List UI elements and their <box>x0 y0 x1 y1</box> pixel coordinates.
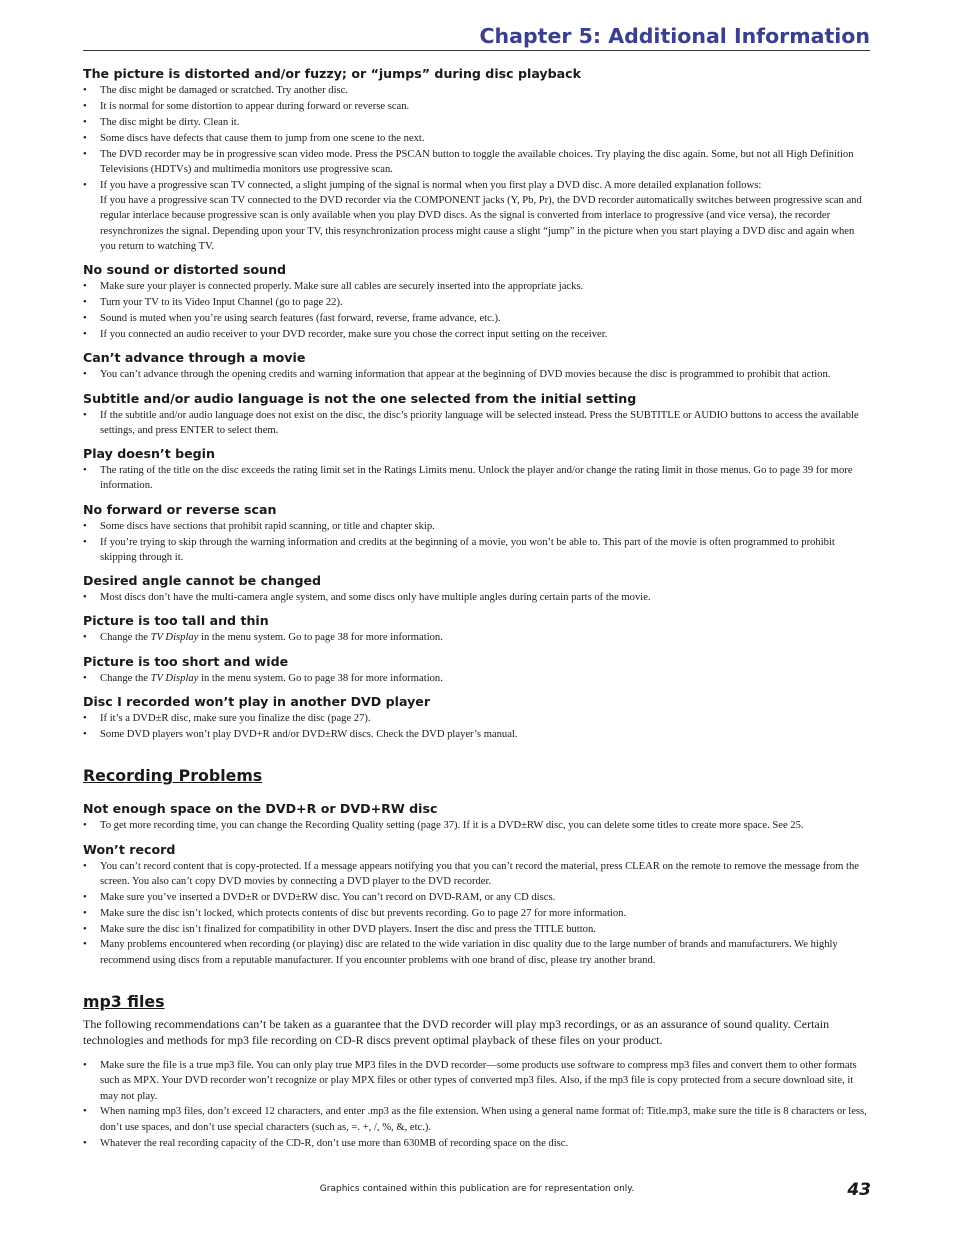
bullet-text-suffix: in the menu system. Go to page 38 for more information. <box>198 632 443 644</box>
section-title-recording: Recording Problems <box>83 766 263 786</box>
bullet-text: Make sure the file is a true mp3 file. You can only play true MP3 files in the DVD recorder—some products use software to compress mp3 files and convert them to other formats such as MPX. Your DVD recorder won’t recognize or play MPX files or other types of converted mp3 files. Also, if the mp3 file is copy protected from a secure download site, it may not play. <box>100 1060 857 1102</box>
bullet-item <box>83 1058 870 1104</box>
bullet-text-suffix: in the menu system. Go to page 38 for more information. <box>198 672 443 684</box>
issue-heading: Picture is too tall and thin <box>83 613 269 629</box>
bullet-text: Make sure your player is connected properly. Make sure all cables are securely inserted into the appropriate jacks. <box>100 281 584 293</box>
bullet-text: Some discs have sections that prohibit rapid scanning, or title and chapter skip. <box>100 520 435 532</box>
bullet-text: It is normal for some distortion to appear during forward or reverse scan. <box>100 100 410 112</box>
bullet-text: The DVD recorder may be in progressive scan video mode. Press the PSCAN button to toggle the available choices. Try playing the disc again. Some, but not all High Definition Televisions (HDTVs) and multimedia monitors use progressive scan. <box>100 148 854 175</box>
page-number: 43 <box>847 1180 871 1200</box>
issue-bullet-list <box>83 818 870 833</box>
bullet-text: Most discs don’t have the multi-camera angle system, and some discs only have multiple angles during certain parts of the movie. <box>100 592 651 604</box>
issue-heading: Disc I recorded won’t play in another DVD player <box>83 694 431 710</box>
issue-bullet-list <box>83 367 870 382</box>
bullet-item <box>83 83 870 98</box>
bullet-item <box>83 367 870 382</box>
footer-note: Graphics contained within this publication are for representation only. <box>319 1184 635 1194</box>
issue-heading: Not enough space on the DVD+R or DVD+RW disc <box>83 801 438 817</box>
mp3-intro: The following recommendations can’t be taken as a guarantee that the DVD recorder will play mp3 recordings, or as an assurance of sound quality. Certain technologies and methods for mp3 file recording on CD-R discs prevent optimal playback of these files on your product. <box>83 1017 830 1047</box>
bullet-text: Make sure you’ve inserted a DVD±R or DVD±RW disc. You can’t record on DVD-RAM, or any CD discs. <box>100 891 556 903</box>
bullet-text: You can’t advance through the opening credits and warning information that appear at the beginning of DVD movies because the disc is programmed to prohibit that action. <box>100 369 831 381</box>
bullet-text: The rating of the title on the disc exceeds the rating limit set in the Ratings Limits menu. Unlock the player and/or change the rating limit in those menus. Go to page 39 for more information. <box>100 465 853 492</box>
bullet-item <box>83 671 870 686</box>
mp3-bullet-list <box>83 1058 870 1151</box>
bullet-text: If it’s a DVD±R disc, make sure you finalize the disc (page 27). <box>100 713 371 725</box>
bullet-item <box>83 859 870 890</box>
bullet-text: The disc might be dirty. Clean it. <box>100 116 240 128</box>
issue-heading: Play doesn’t begin <box>83 446 215 462</box>
issue-bullet-list <box>83 859 870 968</box>
issue-heading: No forward or reverse scan <box>83 501 277 517</box>
bullet-item <box>83 279 870 294</box>
issue-heading: No sound or distorted sound <box>83 262 287 278</box>
section-title-mp3: mp3 files <box>83 992 165 1011</box>
bullet-text: Make sure the disc isn’t locked, which protects contents of disc but prevents recording. Go to page 27 for more information. <box>100 907 627 919</box>
chapter-title: Chapter 5: Additional Information <box>83 24 870 51</box>
bullet-text: If you’re trying to skip through the warning information and credits at the beginning of a movie, you won’t be able to. This part of the movie is often programmed to prohibit skipping through it. <box>100 536 835 563</box>
issue-heading: Desired angle cannot be changed <box>83 573 322 589</box>
bullet-item <box>83 408 870 439</box>
bullet-item <box>83 922 870 937</box>
bullet-text: Make sure the disc isn’t finalized for compatibility in other DVD players. Insert the disc and press the TITLE button. <box>100 923 596 935</box>
bullet-item <box>83 311 870 326</box>
bullet-item <box>83 519 870 534</box>
bullet-text: Some discs have defects that cause them to jump from one scene to the next. <box>100 132 425 144</box>
bullet-item <box>83 178 870 254</box>
issue-bullet-list <box>83 279 870 342</box>
bullet-item <box>83 711 870 726</box>
bullet-text: The disc might be damaged or scratched. Try another disc. <box>100 85 349 96</box>
issue-bullet-list <box>83 408 870 439</box>
bullet-item <box>83 906 870 921</box>
recording-section <box>83 801 870 968</box>
issue-heading: The picture is distorted and/or fuzzy; or “jumps” during disc playback <box>83 66 581 81</box>
bullet-text: If you have a progressive scan TV connected, a slight jumping of the signal is normal when you first play a DVD disc. A more detailed explanation follows: <box>100 179 762 191</box>
bullet-text: Turn your TV to its Video Input Channel (go to page 22). <box>100 297 343 309</box>
bullet-item <box>83 1104 870 1135</box>
bullet-text-prefix: Change the <box>100 672 151 684</box>
bullet-text: If the subtitle and/or audio language does not exist on the disc, the disc’s priority language will be selected instead. Press the SUBTITLE or AUDIO buttons to access the available settings, and press ENTER to select them. <box>100 409 859 436</box>
bullet-text: Sound is muted when you’re using search features (fast forward, reverse, frame advance, etc.). <box>100 313 501 325</box>
bullet-item <box>83 890 870 905</box>
issue-bullet-list <box>83 671 870 686</box>
bullet-item <box>83 535 870 566</box>
bullet-item <box>83 590 870 605</box>
page-content <box>83 24 870 1152</box>
bullet-item <box>83 327 870 342</box>
issue-bullet-list <box>83 590 870 605</box>
issue-bullet-list <box>83 519 870 565</box>
bullet-text: When naming mp3 files, don’t exceed 12 characters, and enter .mp3 as the file extension. When using a general name format of: Title.mp3, make sure the title is 8 characters or less, don’t use spaces, and don’t use special characters (such as, =. +, /, %, &, etc.). <box>100 1106 867 1133</box>
bullet-item <box>83 99 870 114</box>
bullet-item <box>83 115 870 130</box>
bullet-item <box>83 295 870 310</box>
issue-heading: Can’t advance through a movie <box>83 350 306 366</box>
issue-heading: Won’t record <box>83 841 176 857</box>
bullet-item <box>83 131 870 146</box>
bullet-text: You can’t record content that is copy-protected. If a message appears notifying you that you can’t record the material, press CLEAR on the remote to remove the message from the screen. You also can’t copy DVD movies by connecting a DVD player to the DVD recorder. <box>100 860 859 887</box>
bullet-text: If you connected an audio receiver to your DVD recorder, make sure you chose the correct input setting on the receiver. <box>100 328 608 340</box>
bullet-item <box>83 727 870 742</box>
tv-display-term: TV Display <box>150 672 199 684</box>
bullet-text: Many problems encountered when recording (or playing) disc are related to the wide variation in disc quality due to the large number of brands and manufacturers. We highly recommend using discs from a reputable manufacturer. If you encounter problems with one brand of disc, please try another brand. <box>100 939 838 966</box>
issue-bullet-list <box>83 463 870 494</box>
bullet-text: Whatever the real recording capacity of the CD-R, don’t use more than 630MB of recording space on the disc. <box>100 1137 569 1149</box>
troubleshooting-section <box>83 66 870 742</box>
bullet-item <box>83 1136 870 1151</box>
bullet-item <box>83 937 870 968</box>
bullet-text: Some DVD players won’t play DVD+R and/or DVD±RW discs. Check the DVD player’s manual. <box>100 728 518 740</box>
issue-heading: Subtitle and/or audio language is not the one selected from the initial setting <box>83 390 637 406</box>
bullet-item <box>83 630 870 645</box>
bullet-text: To get more recording time, you can change the Recording Quality setting (page 37). If it is a DVD±RW disc, you can delete some titles to create more space. See 25. <box>100 820 804 832</box>
bullet-continuation: If you have a progressive scan TV connected to the DVD recorder via the COMPONENT jacks (Y, Pb, Pr), the DVD recorder automatically switches between progressive scan and regular interlace because progressive scan is only available when you play DVD discs. As the signal is converted from interlace to progressive (and vice versa), the recorder resynchronizes the signal. Depending upon your TV, this resynchronization process might cause a slight “jump” in the picture when you start playing a DVD disc and again when you return to watching TV. <box>100 195 862 252</box>
issue-bullet-list <box>83 630 870 645</box>
issue-bullet-list <box>83 83 870 254</box>
bullet-item <box>83 463 870 494</box>
bullet-item <box>83 818 870 833</box>
issue-heading: Picture is too short and wide <box>83 653 289 669</box>
issue-bullet-list <box>83 711 870 742</box>
bullet-text-prefix: Change the <box>100 632 151 644</box>
tv-display-term: TV Display <box>150 632 199 644</box>
bullet-item <box>83 147 870 178</box>
